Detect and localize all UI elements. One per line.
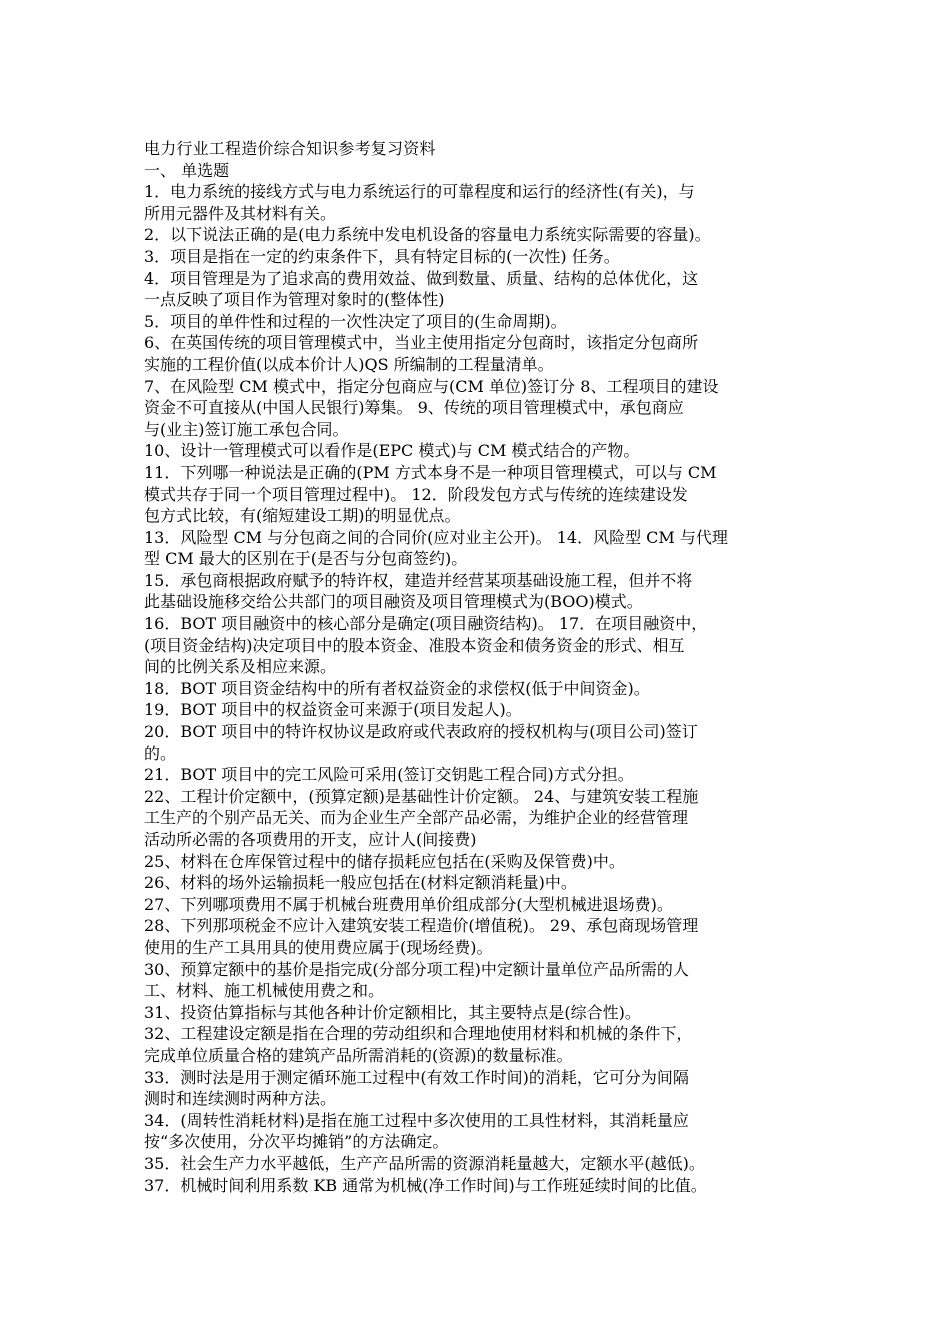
text-line: 此基础设施移交给公共部门的项目融资及项目管理模式为(BOO)模式。 bbox=[144, 592, 643, 612]
text-line: 1．电力系统的接线方式与电力系统运行的可靠程度和运行的经济性(有关)，与 bbox=[144, 182, 695, 202]
text-line: 28、下列那项税金不应计入建筑安装工程造价(增值税)。 29、承包商现场管理 bbox=[144, 916, 699, 936]
text-line: 间的比例关系及相应来源。 bbox=[144, 657, 337, 677]
document-body bbox=[144, 138, 820, 1196]
text-line: 型 CM 最大的区别在于(是否与分包商签约)。 bbox=[144, 549, 468, 569]
text-line: 33．测时法是用于测定循环施工过程中(有效工作时间)的消耗，它可分为间隔 bbox=[144, 1067, 689, 1087]
text-line: 15．承包商根据政府赋予的特许权，建造并经营某项基础设施工程，但并不将 bbox=[144, 570, 693, 590]
text-line: 32、工程建设定额是指在合理的劳动组织和合理地使用材料和机械的条件下， bbox=[144, 1024, 693, 1044]
text-line: 35．社会生产力水平越低，生产产品所需的资源消耗量越大，定额水平(越低)。 bbox=[144, 1153, 705, 1173]
text-line: 2．以下说法正确的是(电力系统中发电机设备的容量电力系统实际需要的容量)。 bbox=[144, 225, 711, 245]
text-line: 37．机械时间利用系数 KB 通常为机械(净工作时间)与工作班延续时间的比值。 bbox=[144, 1175, 707, 1195]
text-line: 20．BOT 项目中的特许权协议是政府或代表政府的授权机构与(项目公司)签订 bbox=[144, 722, 698, 742]
text-line: 按“多次使用，分次平均摊销”的方法确定。 bbox=[144, 1132, 449, 1152]
text-line: 与(业主)签订施工承包合同。 bbox=[144, 419, 349, 439]
text-line: 活动所必需的各项费用的开支，应计人(间接费) bbox=[144, 830, 477, 849]
text-line: 34．(周转性消耗材料)是指在施工过程中多次使用的工具性材料，其消耗量应 bbox=[144, 1110, 689, 1130]
question-list bbox=[144, 181, 820, 1196]
text-line: 工、材料、施工机械使用费之和。 bbox=[144, 981, 385, 1001]
text-line: 工生产的个别产品无关、而为企业生产全部产品必需，为维护企业的经营管理 bbox=[144, 808, 689, 828]
text-line: 3．项目是指在一定的约束条件下，具有特定目标的(一次性) 任务。 bbox=[144, 246, 620, 266]
text-line: 30、预算定额中的基价是指完成(分部分项工程)中定额计量单位产品所需的人 bbox=[144, 959, 689, 979]
text-line: 完成单位质量合格的建筑产品所需消耗的(资源)的数量标准。 bbox=[144, 1045, 573, 1065]
text-line: 资金不可直接从(中国人民银行)筹集。 9、传统的项目管理模式中，承包商应 bbox=[144, 398, 684, 418]
text-line: 模式共存于同一个项目管理过程中)。 12．阶段发包方式与传统的连续建设发 bbox=[144, 484, 688, 504]
text-line: 21．BOT 项目中的完工风险可采用(签订交钥匙工程合同)方式分担。 bbox=[144, 765, 634, 785]
text-line: 27、下列哪项费用不属于机械台班费用单价组成部分(大型机械进退场费)。 bbox=[144, 894, 673, 914]
text-line: 包方式比较，有(缩短建设工期)的明显优点。 bbox=[144, 506, 461, 526]
text-line: 25、材料在仓库保管过程中的储存损耗应包括在(采购及保管费)中。 bbox=[144, 851, 625, 871]
section-heading: 一、 单选题 bbox=[144, 160, 230, 180]
text-line: 实施的工程价值(以成本价计人)QS 所编制的工程量清单。 bbox=[144, 354, 554, 374]
text-line: 一点反映了项目作为管理对象时的(整体性) bbox=[144, 290, 445, 310]
text-line: 4．项目管理是为了追求高的费用效益、做到数量、质量、结构的总体优化，这 bbox=[144, 268, 699, 288]
text-line: 13．风险型 CM 与分包商之间的合同价(应对业主公开)。 14．风险型 CM 与代理 bbox=[144, 527, 728, 547]
text-line: 6、在英国传统的项目管理模式中，当业主使用指定分包商时，该指定分包商所 bbox=[144, 333, 699, 353]
text-line: 使用的生产工具用具的使用费应属于(现场经费)。 bbox=[144, 937, 493, 957]
text-line: (项目资金结构)决定项目中的股本资金、准股本资金和债务资金的形式、相互 bbox=[144, 635, 685, 655]
text-line: 10、设计一管理模式可以看作是(EPC 模式)与 CM 模式结合的产物。 bbox=[144, 441, 640, 461]
text-line: 测时和连续测时两种方法。 bbox=[144, 1089, 337, 1109]
text-line: 16．BOT 项目融资中的核心部分是确定(项目融资结构)。 17．在项目融资中， bbox=[144, 614, 708, 634]
document-title: 电力行业工程造价综合知识参考复习资料 bbox=[144, 139, 436, 158]
text-line: 18．BOT 项目资金结构中的所有者权益资金的求偿权(低于中间资金)。 bbox=[144, 678, 650, 698]
text-line: 5．项目的单件性和过程的一次性决定了项目的(生命周期)。 bbox=[144, 311, 567, 331]
text-line: 的。 bbox=[144, 743, 177, 763]
text-line: 31、投资估算指标与其他各种计价定额相比，其主要特点是(综合性)。 bbox=[144, 1002, 641, 1022]
text-line: 19．BOT 项目中的权益资金可来源于(项目发起人)。 bbox=[144, 700, 522, 720]
text-line: 22、工程计价定额中，(预算定额)是基础性计价定额。 24、与建筑安装工程施 bbox=[144, 786, 699, 806]
text-line: 所用元器件及其材料有关。 bbox=[144, 203, 337, 223]
text-line: 7、在风险型 CM 模式中，指定分包商应与(CM 单位)签订分 8、工程项目的建设 bbox=[144, 376, 719, 396]
text-line: 11．下列哪一种说法是正确的(PM 方式本身不是一种项目管理模式，可以与 CM bbox=[144, 462, 717, 482]
text-line: 26、材料的场外运输损耗一般应包括在(材料定额消耗量)中。 bbox=[144, 873, 577, 893]
